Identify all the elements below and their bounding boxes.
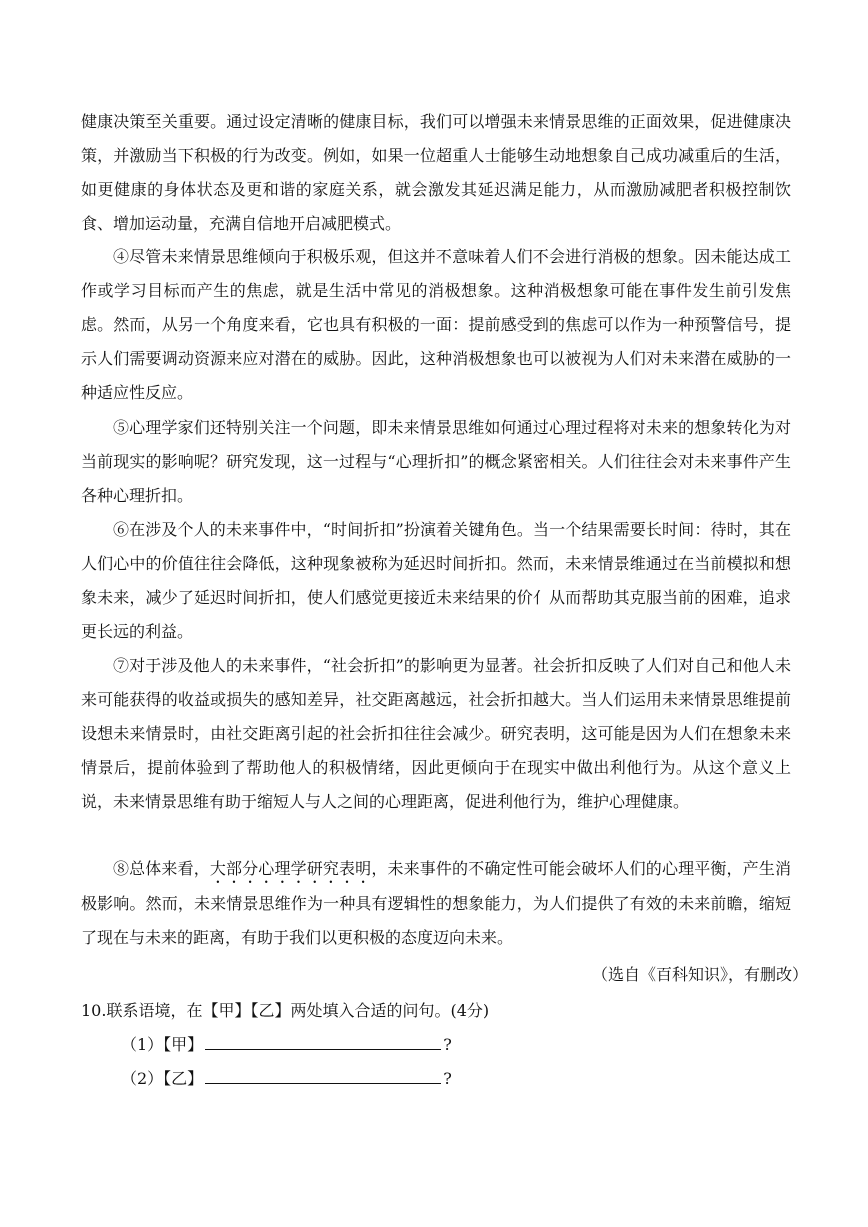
- paragraph-7: ⑦对于涉及他人的未来事件，“社会折扣”的影响更为显著。社会折扣反映了人们对自己和他人未来可能获得的收益或损失的感知差异，社交距离越远，社会折扣越大。当人们运用未来情景思维提前设想未来情景时，由社交距离引起的社会折扣往往会减少。研究表明，这可能是因为人们在想象未来情景后，提前体验到了帮助他人的积极情绪，因此更倾向于在现实中做出利他行为。从这个意义上说，未来情景思维有助于缩短人与人之间的心理距离，促进利他行为，维护心理健康。: [81, 656, 791, 811]
- paragraph-3-continued: 健康决策至关重要。通过设定清晰的健康目标，我们可以增强未来情景思维的正面效果，促进健康决策，并激励当下积极的行为改变。例如，如果一位超重人士能够生动地想象自己成功减重后的生活，如更健康的身体状态及更和谐的家庭关系，就会激发其延迟满足能力，从而激励减肥者积极控制饮食、增加运动量，充满自信地开启减肥模式。: [81, 112, 791, 233]
- paragraph-8: [81, 852, 791, 955]
- answer-label-yi: （2）【乙】: [121, 1069, 204, 1088]
- paragraph-8-start: ⑧总体来看，: [113, 859, 210, 878]
- question-10: 10.联系语境，在【甲】【乙】两处填入合适的问句。(4分): [81, 1001, 490, 1020]
- answer-line-yi: [121, 1062, 452, 1096]
- answer-line-jia: [121, 1028, 452, 1062]
- question-mark: ?: [443, 1069, 452, 1088]
- paragraph-8-rest: ，未来事件的不确定性可能会破坏人们的心理平衡，产生消极影响。然而，未来情景思维作为一种具有逻辑性的想象能力，为人们提供了有效的未来前瞻，缩短了现在与未来的距离，有助于我们以更积极的态度迈向未来。: [81, 859, 791, 947]
- answer-blank-yi[interactable]: [205, 1063, 441, 1084]
- paragraph-5: ⑤心理学家们还特别关注一个问题，即未来情景思维如何通过心理过程将对未来的想象转化为对当前现实的影响呢？研究发现，这一过程与“心理折扣”的概念紧密相关。人们往往会对未来事件产生各种心理折扣。: [81, 418, 791, 505]
- paragraph-6: ⑥在涉及个人的未来事件中，“时间折扣”扮演着关键角色。当一个结果需要长时间：待时，其在人们心中的价值往往会降低，这种现象被称为延迟时间折扣。然而，未来情景维通过在当前模拟和想象未来，减少了延迟时间折扣，使人们感觉更接近未来结果的价亻从而帮助其克服当前的困难，追求更长远的利益。: [81, 520, 791, 641]
- answer-blank-jia[interactable]: [205, 1029, 441, 1050]
- source-citation: （选自《百科知识》，有删改）: [591, 965, 808, 984]
- emphasized-phrase: 大部分心理学研究表明: [209, 859, 372, 878]
- question-mark: ?: [443, 1035, 452, 1054]
- paragraph-4: ④尽管未来情景思维倾向于积极乐观，但这并不意味着人们不会进行消极的想象。因未能达成工作或学习目标而产生的焦虑，就是生活中常见的消极想象。这种消极想象可能在事件发生前引发焦虑。然而，从另一个角度来看，它也具有积极的一面：提前感受到的焦虑可以作为一种预警信号，提示人们需要调动资源来应对潜在的威胁。因此，这种消极想象也可以被视为人们对未来潜在威胁的一种适应性反应。: [81, 247, 791, 402]
- answer-label-jia: （1）【甲】: [121, 1035, 204, 1054]
